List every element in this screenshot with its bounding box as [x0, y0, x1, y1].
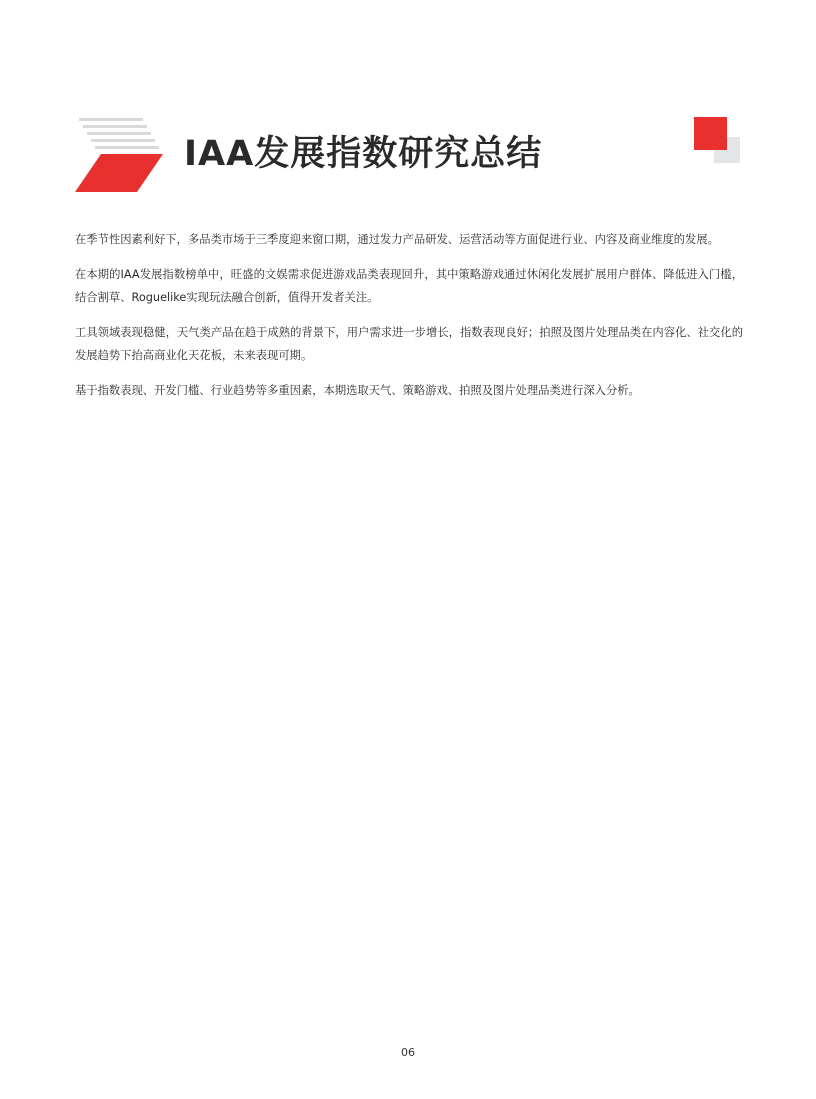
paragraph: 在本期的IAA发展指数榜单中，旺盛的文娱需求促进游戏品类表现回升，其中策略游戏通过休闲化发展扩展用户群体、降低进入门槛，结合割草、Roguelike实现玩法融合创新，值得开发者关注。 — [75, 268, 743, 304]
title-decoration-icon — [75, 116, 167, 194]
gray-stripes — [79, 118, 159, 149]
paragraph: 在季节性因素利好下，多品类市场于三季度迎来窗口期，通过发力产品研发、运营活动等方面促进行业、内容及商业维度的发展。 — [75, 233, 719, 246]
page-title: IAA发展指数研究总结 — [184, 134, 543, 174]
body-text — [75, 228, 743, 414]
red-square — [694, 117, 727, 150]
red-parallelogram — [75, 154, 163, 192]
corner-decoration-icon — [694, 117, 742, 165]
paragraph: 基于指数表现、开发门槛、行业趋势等多重因素，本期选取天气、策略游戏、拍照及图片处理品类进行深入分析。 — [75, 384, 640, 397]
paragraph: 工具领域表现稳健，天气类产品在趋于成熟的背景下，用户需求进一步增长，指数表现良好；拍照及图片处理品类在内容化、社交化的发展趋势下抬高商业化天花板，未来表现可期。 — [75, 326, 743, 362]
page-number: 06 — [401, 1046, 415, 1059]
